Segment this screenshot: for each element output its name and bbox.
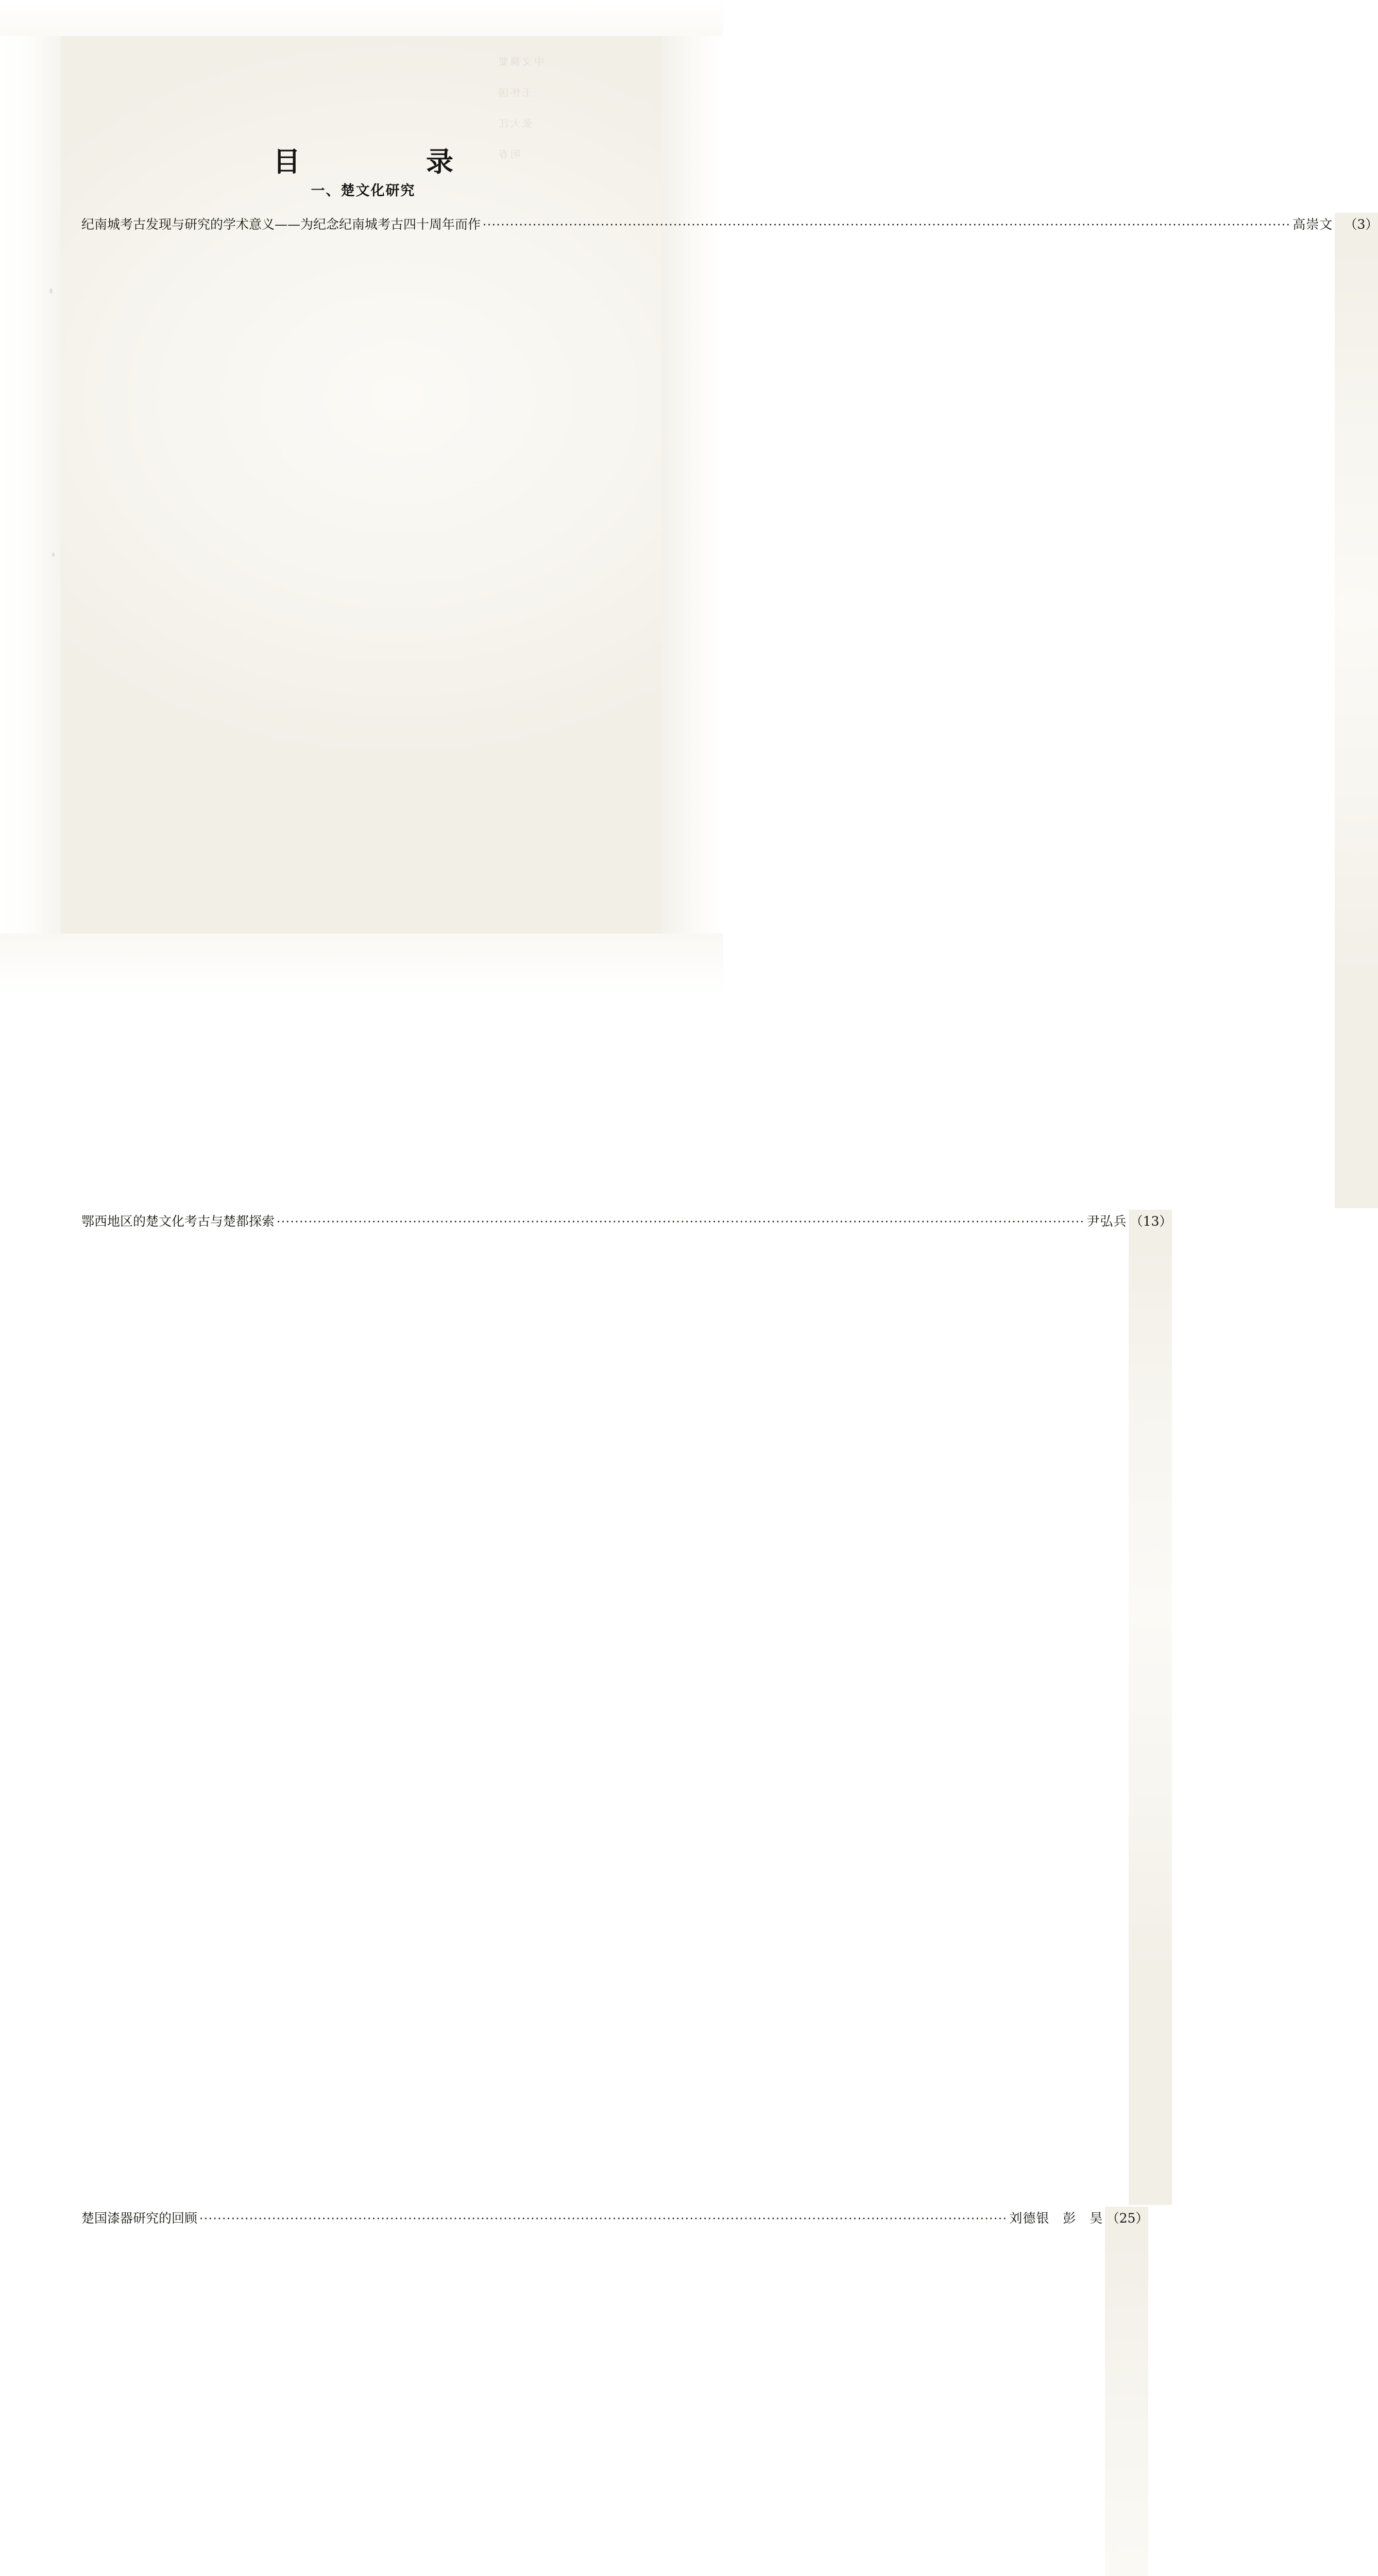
page-right-margin	[661, 0, 723, 995]
toc-entry[interactable]	[77, 1210, 1172, 2205]
entry-title: 楚国漆器研究的回顾	[81, 2211, 198, 2226]
toc-content	[77, 0, 1378, 2226]
leader-dots	[483, 214, 1290, 237]
entry-title: 鄂西地区的楚文化考古与楚都探索	[81, 1214, 275, 1229]
toc-entry[interactable]	[77, 2207, 1149, 2576]
page-title: 目 录	[273, 146, 477, 178]
toc-entry[interactable]	[77, 213, 1378, 1208]
entry-authors: 高崇文	[1292, 217, 1333, 232]
page-left-margin	[0, 0, 61, 995]
entry-page: （13）	[1129, 1210, 1172, 2205]
entry-group-1	[77, 213, 1378, 2576]
entry-page: （3）	[1335, 213, 1378, 1208]
section-heading-1: 一、楚文化研究	[311, 183, 416, 199]
entry-page: （25）	[1105, 2207, 1148, 2576]
entry-title: 纪南城考古发现与研究的学术意义——为纪念纪南城考古四十周年而作	[81, 217, 481, 232]
entry-authors: 尹弘兵	[1086, 1214, 1127, 1229]
paper-speck	[52, 552, 55, 557]
show-through-text: 中文摘要 王怀国 张大江 明春	[497, 56, 556, 160]
paper-speck	[49, 289, 53, 294]
entry-authors: 刘德银 彭 昊	[1009, 2211, 1103, 2226]
leader-dots	[199, 2208, 1007, 2231]
leader-dots	[277, 1211, 1084, 1234]
